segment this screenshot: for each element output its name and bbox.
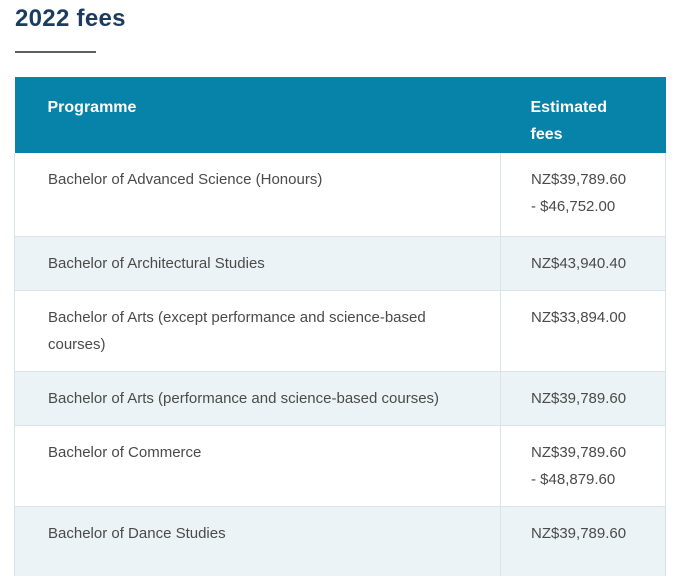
fees-table [14, 77, 666, 576]
programme-cell [15, 236, 501, 290]
fees-column-header [501, 77, 666, 153]
programme-text: Bachelor of Commerce [48, 443, 202, 461]
fee-cell [501, 425, 666, 506]
fee-cell [501, 290, 666, 371]
fee-cell [501, 371, 666, 425]
page [0, 5, 675, 576]
programme-cell [15, 371, 501, 425]
fee-text: NZ$39,789.60 [531, 389, 627, 407]
programme-text: Bachelor of Arts (except performance and science-based courses) [48, 308, 426, 353]
programme-header-label: Programme [47, 99, 137, 116]
programme-text: Bachelor of Architectural Studies [48, 254, 265, 272]
table-row [15, 506, 666, 576]
fee-text: NZ$43,940.40 [531, 254, 627, 272]
table-row [15, 236, 666, 290]
title-underline [15, 51, 96, 53]
page-title: 2022 fees [15, 5, 126, 32]
table-row [15, 425, 666, 506]
table-row [15, 153, 666, 236]
programme-column-header [15, 77, 501, 153]
programme-text: Bachelor of Advanced Science (Honours) [48, 171, 323, 188]
fees-header-label: Estimated fees [530, 99, 607, 143]
table-row [15, 290, 666, 371]
table-row [15, 371, 666, 425]
fee-cell [501, 236, 666, 290]
fee-text: NZ$33,894.00 [531, 308, 627, 326]
programme-cell [15, 153, 501, 236]
fee-text: NZ$39,789.60 [531, 443, 627, 461]
programme-cell [15, 425, 501, 506]
programme-cell [15, 290, 501, 371]
programme-text: Bachelor of Arts (performance and science-based courses) [48, 389, 440, 407]
fee-text: NZ$39,789.60 [531, 524, 627, 542]
programme-cell [15, 506, 501, 576]
table-body [15, 153, 666, 576]
table-header [15, 77, 666, 153]
fee-cell [501, 153, 666, 236]
header-row [15, 77, 666, 153]
fee-text: - $48,879.60 [531, 470, 616, 488]
fee-text: - $46,752.00 [531, 198, 616, 215]
programme-text: Bachelor of Dance Studies [48, 524, 226, 542]
fee-cell [501, 506, 666, 576]
fee-text: NZ$39,789.60 [531, 171, 627, 188]
